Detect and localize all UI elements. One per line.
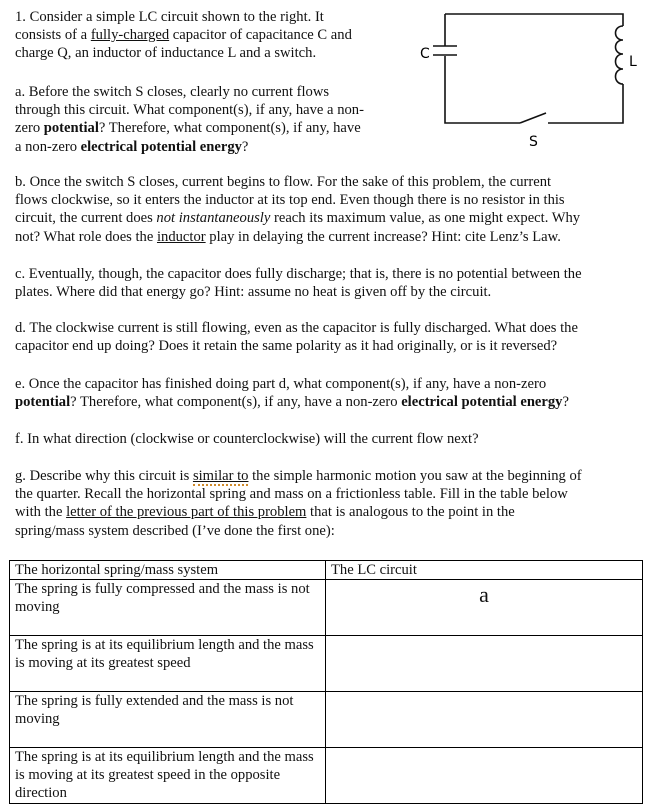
text-segment: electrical potential energy bbox=[401, 394, 563, 411]
text-segment: through this circuit. What component(s), if any, have a non- bbox=[15, 102, 364, 119]
capacitor-label: C bbox=[420, 46, 430, 62]
text-segment: potential bbox=[15, 394, 71, 411]
text-segment: capacitor end up doing? Does it retain the same polarity as it had originally, or is it reversed? bbox=[15, 338, 558, 355]
text-segment: zero bbox=[15, 120, 44, 137]
text-segment: a. Before the switch S closes, clearly no current flows bbox=[15, 84, 330, 100]
text-segment: ? bbox=[241, 138, 249, 155]
table-row bbox=[10, 692, 643, 748]
text-segment: reach its maximum value, as one might expect. Why bbox=[270, 210, 581, 227]
spring-cell: The spring is at its equilibrium length and the mass is moving at its greatest speed in the opposite direction bbox=[10, 748, 326, 804]
table-row bbox=[10, 636, 643, 692]
text-segment: flows clockwise, so it enters the inductor at its top end. Even though there is no resistor in this bbox=[15, 192, 565, 209]
answer-cell[interactable]: a bbox=[326, 580, 643, 636]
text-segment: capacitor of capacitance C and bbox=[169, 27, 352, 44]
part-f bbox=[15, 430, 479, 448]
answer-cell[interactable] bbox=[326, 636, 643, 692]
spring-cell: The spring is fully compressed and the mass is not moving bbox=[10, 580, 326, 636]
lc-circuit-diagram bbox=[410, 0, 653, 160]
text-segment: ? bbox=[562, 394, 569, 411]
answer-cell[interactable] bbox=[326, 748, 643, 804]
part-b bbox=[15, 173, 580, 246]
table-row bbox=[10, 748, 643, 804]
header-spring: The horizontal spring/mass system bbox=[10, 561, 326, 580]
text-segment: that is analogous to the point in the bbox=[306, 504, 515, 521]
question-1-intro bbox=[15, 8, 352, 63]
text-segment: ? Therefore, what component(s), if any, have bbox=[98, 120, 361, 137]
part-a bbox=[15, 83, 364, 156]
capacitor-plates-icon bbox=[433, 46, 457, 55]
switch-icon bbox=[520, 113, 546, 123]
text-segment: not? What role does the bbox=[15, 228, 157, 245]
text-segment: the quarter. Recall the horizontal spring and mass on a frictionless table. Fill in the table below bbox=[15, 486, 568, 503]
text-segment: f. In what direction (clockwise or counterclockwise) will the current flow next? bbox=[15, 431, 479, 447]
text-segment: letter of the previous part of this problem bbox=[66, 504, 307, 521]
text-segment: 1. Consider a simple LC circuit shown to the right. It bbox=[15, 9, 324, 25]
answer-cell[interactable] bbox=[326, 692, 643, 748]
text-segment: the simple harmonic motion you saw at the beginning of bbox=[248, 468, 582, 484]
text-segment: circuit, the current does bbox=[15, 210, 157, 227]
part-g bbox=[15, 467, 582, 540]
text-segment: plates. Where did that energy go? Hint: assume no heat is given off by the circuit. bbox=[15, 284, 492, 301]
text-segment: play in delaying the current increase? Hint: cite Lenz’s Law. bbox=[205, 228, 561, 245]
part-e bbox=[15, 375, 569, 411]
text-segment: d. The clockwise current is still flowing, even as the capacitor is fully discharged. What does the bbox=[15, 320, 578, 336]
switch-label: S bbox=[529, 134, 538, 150]
text-segment: inductor bbox=[156, 228, 206, 245]
text-segment: fully-charged bbox=[90, 27, 170, 44]
text-segment: potential bbox=[43, 120, 99, 137]
text-segment: c. Eventually, though, the capacitor does fully discharge; that is, there is no potential between the bbox=[15, 266, 582, 282]
wire bbox=[445, 14, 623, 123]
spring-cell: The spring is at its equilibrium length and the mass is moving at its greatest speed bbox=[10, 636, 326, 692]
text-segment: consists of a bbox=[15, 27, 91, 44]
table-row bbox=[10, 580, 643, 636]
part-d bbox=[15, 319, 578, 355]
inductor-label: L bbox=[629, 54, 637, 70]
inductor-coil-icon bbox=[616, 26, 624, 84]
spring-cell: The spring is fully extended and the mass is not moving bbox=[10, 692, 326, 748]
analogy-table bbox=[9, 560, 643, 804]
text-segment: a non-zero bbox=[15, 138, 81, 155]
text-segment: g. Describe why this circuit is bbox=[15, 468, 193, 484]
text-segment: spring/mass system described (I’ve done the first one): bbox=[15, 522, 335, 539]
text-segment: ? Therefore, what component(s), if any, have a non-zero bbox=[70, 394, 402, 411]
part-c bbox=[15, 265, 582, 301]
header-lc: The LC circuit bbox=[326, 561, 643, 580]
text-segment: not instantaneously bbox=[156, 210, 271, 227]
text-segment: e. Once the capacitor has finished doing part d, what component(s), if any, have a non-zero bbox=[15, 376, 547, 392]
text-segment: with the bbox=[15, 504, 67, 521]
text-segment: charge Q, an inductor of inductance L and a switch. bbox=[15, 45, 317, 62]
text-segment: b. Once the switch S closes, current begins to flow. For the sake of this problem, the current bbox=[15, 174, 552, 190]
text-segment: electrical potential energy bbox=[80, 138, 242, 155]
text-segment: similar to bbox=[192, 468, 249, 484]
